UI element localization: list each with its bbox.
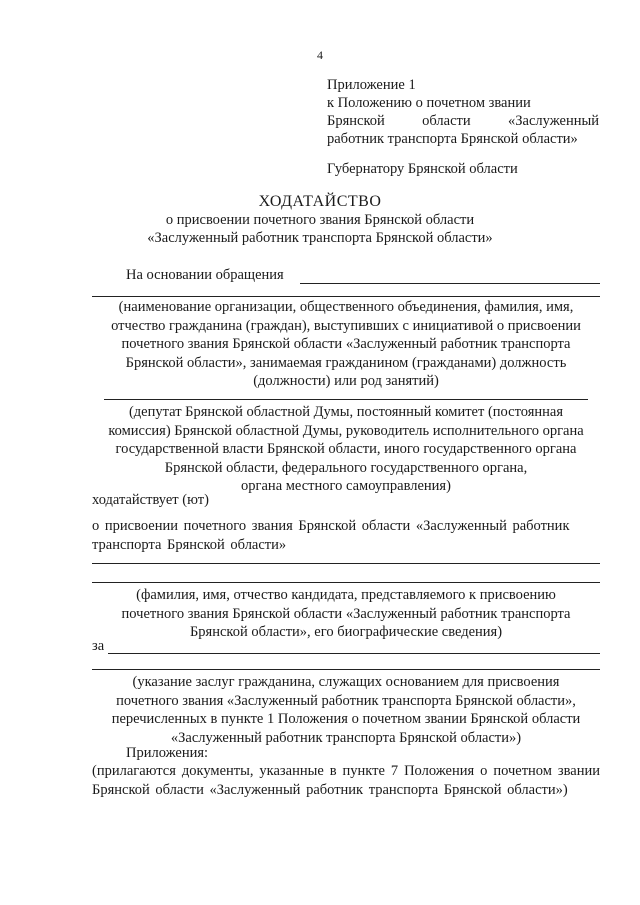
caption-line: перечисленных в пункте 1 Положения о почетном звании Брянской области [111,711,581,727]
appendix-header [327,76,599,148]
petitions-label: ходатайствует (ют) [92,492,209,508]
caption-line: Брянской области», его биографические сведения) [189,624,503,640]
caption-line: (депутат Брянской областной Думы, постоянный комитет (постоянная [128,404,564,420]
fill-in-line [300,283,600,284]
fill-in-line [92,582,600,583]
appendix-word: области [422,113,471,129]
award-text [92,517,600,554]
caption-line: Брянской области, федерального государственного органа, [164,459,528,476]
award-line: о присвоении почетного звания Брянской области «Заслуженный работник [92,518,570,534]
caption-line: (указание заслуг гражданина, служащих основанием для присвоения [132,674,560,690]
caption-line: «Заслуженный работник транспорта Брянской области») [170,729,522,746]
caption-line: отчество гражданина (граждан), выступивших с инициативой о присвоении [111,317,581,334]
caption-candidate [92,586,600,642]
caption-line: Брянской области», занимаемая гражданином (гражданами) должность [125,354,567,371]
document-title: ХОДАТАЙСТВО [258,193,382,210]
fill-in-line [108,653,600,654]
award-line: транспорта Брянской области» [92,536,287,553]
attachments-label: Приложения: [126,745,209,761]
fill-in-line [104,399,588,400]
fill-in-line [92,669,600,670]
caption-petitioner [92,403,600,496]
appendix-line: Приложение 1 [327,77,416,93]
caption-line: комиссия) Брянской областной Думы, руководитель исполнительного органа [108,422,584,439]
appendix-word: «Заслуженный [508,113,599,129]
fill-in-line [92,563,600,564]
appendix-line: к Положению о почетном звании [327,95,531,111]
document-subtitle [0,211,640,247]
page-number: 4 [317,48,323,62]
appendix-line: работник транспорта Брянской области» [327,131,578,147]
addressee: Губернатору Брянской области [327,161,518,177]
for-label: за [92,638,105,654]
subtitle-line: о присвоении почетного звания Брянской области [165,212,475,228]
caption-line: почетного звания Брянской области «Заслуженный работник транспорта [121,605,571,622]
caption-line: почетного звания «Заслуженный работник транспорта Брянской области», [116,692,576,709]
caption-line: государственной власти Брянской области, иного государственного органа [115,441,577,457]
caption-line: (фамилия, имя, отчество кандидата, представляемого к присвоению [136,587,556,603]
caption-line: органа местного самоуправления) [241,478,451,494]
subtitle-line: «Заслуженный работник транспорта Брянской области» [147,230,493,246]
appendix-line [327,112,599,130]
basis-label: На основании обращения [126,267,284,283]
caption-line: почетного звания Брянской области «Заслуженный работник транспорта [121,336,571,352]
caption-line: (наименование организации, общественного объединения, фамилия, имя, [118,299,574,315]
caption-organization [92,298,600,391]
caption-line: (должности) или род занятий) [253,373,439,389]
attachments-text: (прилагаются документы, указанные в пункте 7 Положения о почетном звании Брянской области «Заслуженный работник транспорта Брянской области») [92,763,600,798]
caption-merits [92,673,600,747]
fill-in-line [92,296,600,297]
appendix-word: Брянской [327,113,385,129]
